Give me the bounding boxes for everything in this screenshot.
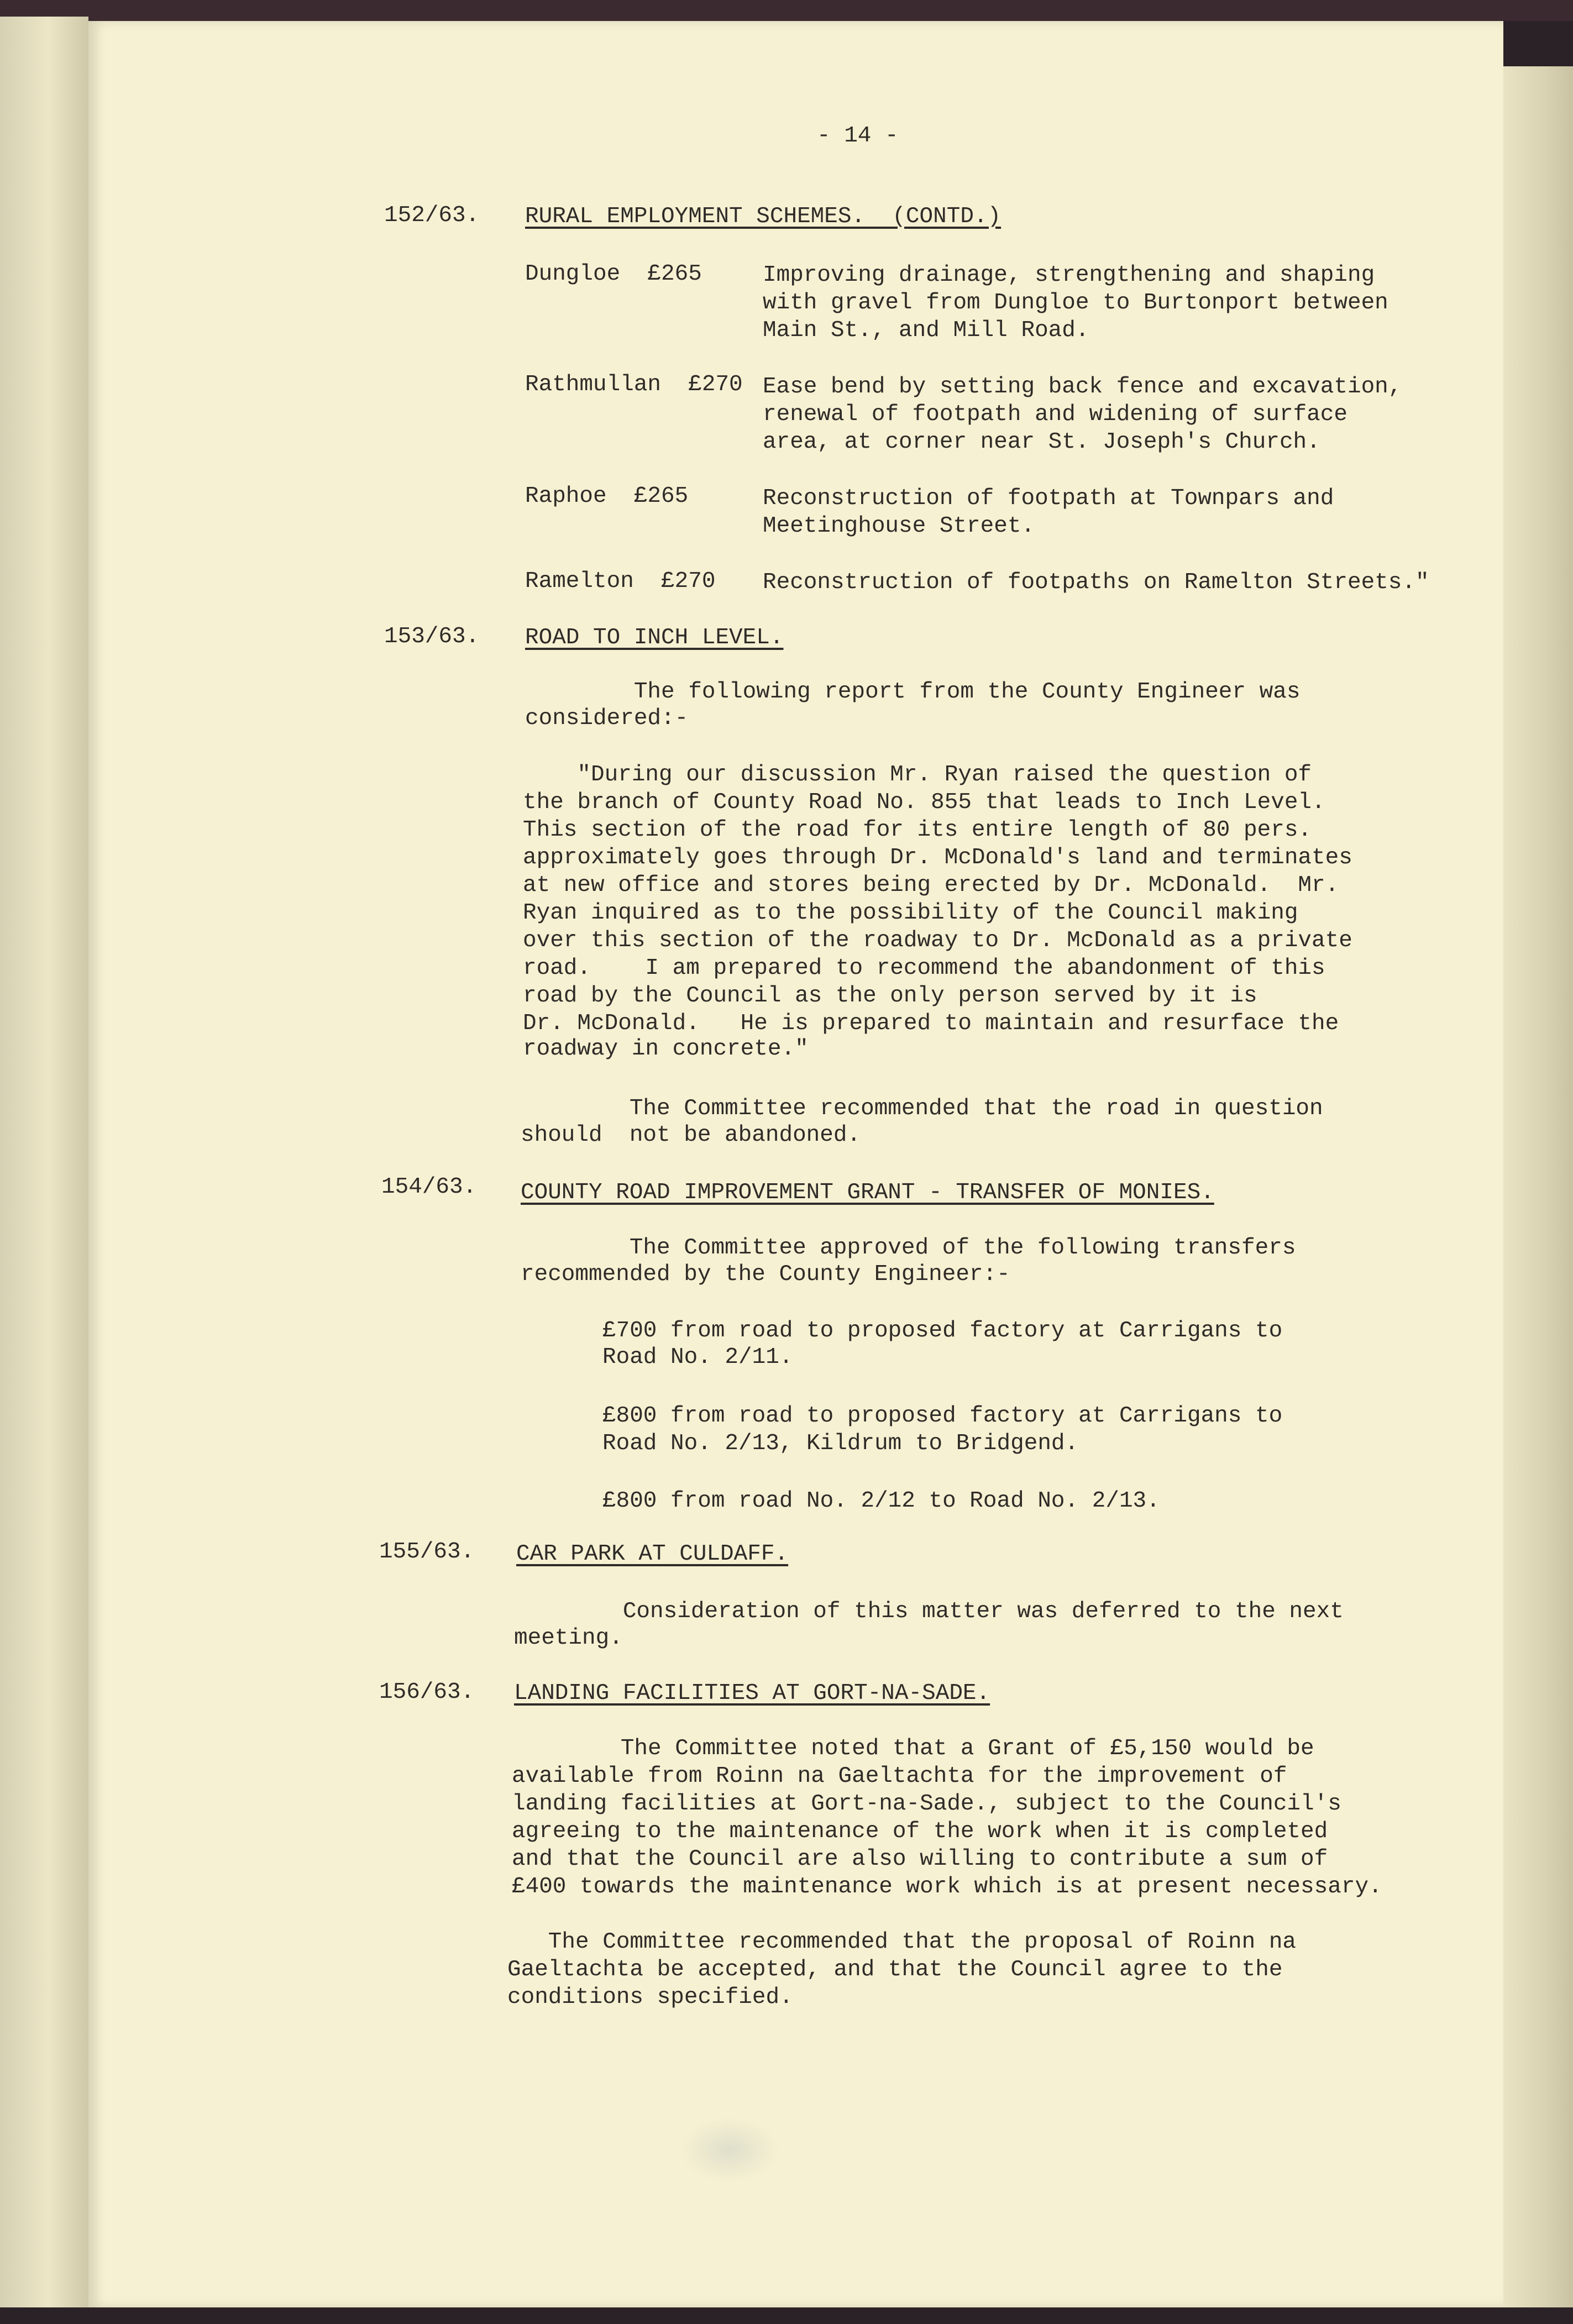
scheme-line: Improving drainage, strengthening and shaping xyxy=(763,263,1375,288)
quote-line: the branch of County Road No. 855 that leads to Inch Level. xyxy=(523,790,1325,815)
scheme-place: Ramelton £270 xyxy=(525,569,716,594)
quote-line: roadway in concrete." xyxy=(523,1036,809,1062)
scheme-line: Reconstruction of footpath at Townpars and xyxy=(763,486,1334,511)
item-number: 156/63. xyxy=(379,1680,475,1705)
paragraph-line: conditions specified. xyxy=(507,1985,793,2010)
scheme-line: with gravel from Dungloe to Burtonport between xyxy=(763,290,1388,316)
transfer-line: £800 from road No. 2/12 to Road No. 2/13. xyxy=(602,1488,1160,1514)
quote-line: "During our discussion Mr. Ryan raised the question of xyxy=(523,762,1312,788)
scheme-line: Ease bend by setting back fence and excavation, xyxy=(763,374,1402,400)
paragraph-line: The Committee noted that a Grant of £5,150 would be xyxy=(512,1736,1314,1761)
paragraph-line: Consideration of this matter was deferred to the next xyxy=(514,1599,1344,1624)
paragraph-line: The Committee recommended that the proposal of Roinn na xyxy=(507,1929,1297,1955)
transfer-line: Road No. 2/13, Kildrum to Bridgend. xyxy=(602,1431,1079,1456)
quote-line: This section of the road for its entire length of 80 pers. xyxy=(523,817,1312,843)
paragraph-line: The Committee approved of the following transfers xyxy=(521,1235,1296,1261)
scheme-line: Main St., and Mill Road. xyxy=(763,318,1089,343)
paragraph-line: considered:- xyxy=(525,706,689,731)
paragraph-line: landing facilities at Gort-na-Sade., subject to the Council's xyxy=(512,1791,1341,1817)
quote-line: road. I am prepared to recommend the abandonment of this xyxy=(523,956,1325,981)
item-number: 155/63. xyxy=(379,1539,475,1565)
item-title: COUNTY ROAD IMPROVEMENT GRANT - TRANSFER OF MONIES. xyxy=(521,1180,1214,1205)
paragraph-line: The Committee recommended that the road in question xyxy=(521,1096,1323,1121)
quote-line: over this section of the roadway to Dr. McDonald as a private xyxy=(523,928,1352,953)
book-bottom-edge xyxy=(0,2307,1573,2324)
paragraph-line: recommended by the County Engineer:- xyxy=(521,1262,1010,1287)
book-spine xyxy=(0,17,88,2307)
paragraph-line: agreeing to the maintenance of the work when it is completed xyxy=(512,1819,1328,1844)
item-number: 154/63. xyxy=(381,1174,477,1200)
item-number: 152/63. xyxy=(384,203,480,228)
page-stack-edge xyxy=(1503,66,1573,2307)
scheme-place: Dungloe £265 xyxy=(525,261,702,287)
item-title: LANDING FACILITIES AT GORT-NA-SADE. xyxy=(514,1681,990,1706)
quote-line: road by the Council as the only person served by it is xyxy=(523,983,1257,1009)
paragraph-line: should not be abandoned. xyxy=(521,1122,861,1148)
paper-stain xyxy=(680,2117,779,2183)
transfer-line: Road No. 2/11. xyxy=(602,1345,793,1370)
item-number: 153/63. xyxy=(384,624,480,649)
quote-line: Ryan inquired as to the possibility of the Council making xyxy=(523,900,1298,926)
paragraph-line: available from Roinn na Gaeltachta for the improvement of xyxy=(512,1764,1287,1789)
item-title: RURAL EMPLOYMENT SCHEMES. (CONTD.) xyxy=(525,204,1002,229)
item-title: CAR PARK AT CULDAFF. xyxy=(516,1541,789,1567)
paragraph-line: The following report from the County Engineer was xyxy=(525,679,1301,705)
paragraph-line: meeting. xyxy=(514,1625,623,1651)
paragraph-line: and that the Council are also willing to contribute a sum of xyxy=(512,1846,1328,1872)
transfer-line: £800 from road to proposed factory at Carrigans to xyxy=(602,1403,1283,1429)
page-number: - 14 - xyxy=(817,123,899,149)
paragraph-line: £400 towards the maintenance work which is at present necessary. xyxy=(512,1874,1382,1900)
scheme-line: Reconstruction of footpaths on Ramelton Streets." xyxy=(763,570,1429,595)
item-title: ROAD TO INCH LEVEL. xyxy=(525,625,784,650)
scheme-line: Meetinghouse Street. xyxy=(763,513,1035,539)
book-top-edge xyxy=(0,0,1573,21)
scheme-place: Raphoe £265 xyxy=(525,484,689,509)
scheme-line: renewal of footpath and widening of surface xyxy=(763,402,1347,427)
scheme-line: area, at corner near St. Joseph's Church. xyxy=(763,429,1320,455)
transfer-line: £700 from road to proposed factory at Carrigans to xyxy=(602,1318,1283,1344)
quote-line: Dr. McDonald. He is prepared to maintain and resurface the xyxy=(523,1011,1339,1036)
quote-line: approximately goes through Dr. McDonald's land and terminates xyxy=(523,845,1352,870)
paragraph-line: Gaeltachta be accepted, and that the Council agree to the xyxy=(507,1957,1283,1982)
quote-line: at new office and stores being erected by Dr. McDonald. Mr. xyxy=(523,873,1339,898)
scheme-place: Rathmullan £270 xyxy=(525,372,743,397)
